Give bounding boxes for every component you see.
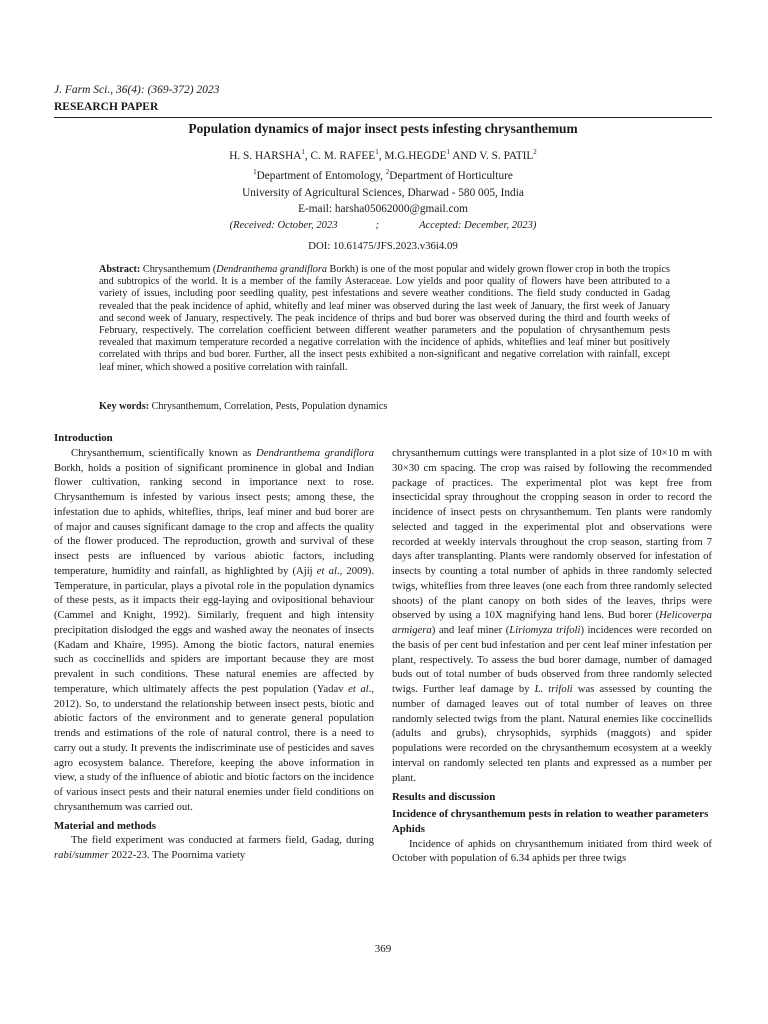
author-superscript: 1: [375, 148, 379, 157]
doi: DOI: 10.61475/JFS.2023.v36i4.09: [308, 240, 458, 252]
body-text: chrysanthemum cuttings were transplanted in a plot size of 10×10 m with 30×30 cm spacing. The crop was raised by following the recommended package of practices. The experimental plot was kept free from insecticidal spray throughout the cropping season in order to record the incidence of insect pests on chrysanthemum. Ten plants were randomly selected and tagged in the experimental plot and observations were recorded at weekly intervals throughout the crop season, starting from 7 days after transplanting. Plants were randomly observed for infestation of insects by counting a total number of aphids in three randomly selected twigs, whiteflies from three leaves (one each from three randomly selected shoots) of the plant canopy on both sides of the leaves, thrips were observed by using a 10X magnifying hand lens. Bud borer (: [392, 447, 712, 622]
aphids-paragraph: Incidence of aphids on chrysanthemum initiated from third week of October with population of 6.34 aphids per three twigs: [392, 837, 712, 865]
author-superscript: 2: [533, 148, 537, 157]
page-number: 369: [374, 943, 392, 955]
keywords: [99, 401, 670, 412]
author-name: H. S. HARSHA: [229, 150, 302, 162]
species-name: Helicoverpa armigera: [392, 609, 712, 636]
methods-heading: Material and methods: [54, 819, 156, 832]
abstract-text: Borkh) is one of the most popular and widely grown flower crop in both the tropics and subtropics of the world. It is a member of the family Asteraceae. Low yields and poor quality of flowers have been attributed to a variety of issues, including poor seedling quality, pest infestations and severe weather conditions. The field study conducted in Gadag revealed that the peak incidence of aphid, whitefly and leaf miner was observed during the last week of January, the first week of January and second week of January, respectively. The peak incidence of thrips and bud borer was observed during the third and fourth weeks of February, respectively. The correlation coefficient between different weather parameters and the population of chrysanthemum pests revealed that maximum temperature recorded a negative correlation with the incidence of aphids, whiteflies and leaf miner but positively correlated with thrips and bud borer. Further, all the insect pests exhibited a non-significant and negative correlation with rainfall, except leaf miner, which showed a positive correlation with rainfall.: [99, 264, 670, 373]
right-column: [392, 446, 712, 866]
body-text: Chrysanthemum, scientifically known as: [71, 446, 256, 459]
season-name: rabi/summer: [54, 849, 109, 861]
abstract-species: Dendranthema grandiflora: [216, 264, 327, 275]
received-date: (Received: October, 2023: [229, 220, 338, 231]
keywords-label: Key words:: [99, 401, 150, 412]
author-superscript: 1: [446, 148, 450, 157]
body-text: The field experiment was conducted at farmers field, Gadag, during: [71, 834, 374, 847]
left-column: [54, 431, 374, 863]
author-name: AND V. S. PATIL: [450, 150, 534, 162]
introduction-paragraph: [54, 446, 374, 815]
abstract-text: Chrysanthemum (: [140, 264, 217, 275]
species-name: L. trifoli: [534, 683, 573, 695]
journal-citation: J. Farm Sci., 36(4): (369-372) 2023: [54, 84, 220, 96]
methods-paragraph-continued: [392, 446, 712, 785]
received-accepted-dates: [54, 220, 712, 231]
species-name: Dendranthema grandiflora: [255, 446, 375, 459]
et-al: et al: [316, 564, 337, 577]
affiliation-superscript: 2: [385, 168, 390, 177]
body-text: was assessed by counting the number of damaged leaves out of total number of leaves on three randomly selected twigs from the plant. Natural enemies like coccinellids (adults and grubs), chrysophids, syrphids (maggots) and spider populations were recorded on the chrysanthemum ecosystem at a weekly interval on randomly selected ten plants and expressed as a number per plant.: [392, 683, 713, 784]
header-rule: [54, 117, 712, 118]
body-text: ., 2009). Temperature, in particular, plays a pivotal role in the population dynamics of these pests, as it impacts their egg-laying and ovipositional behaviour (Cammel and Knight, 1992). Similarly, frequent and high intensity precipitation dislodged the eggs and washed away the neonates of insects (Kadam and Khaire, 1995). Among the biotic factors, natural enemies such as coccinellids and spiders are important because they are most prevalent in such conditions. These natural enemies are affected by temperature, which ultimately affects the pest population (Yadav: [54, 564, 375, 695]
department-horticulture: Department of Horticulture: [389, 170, 513, 182]
author-list: [54, 150, 712, 162]
aphids-heading: Aphids: [392, 822, 426, 835]
introduction-heading: Introduction: [54, 432, 113, 444]
et-al: et al: [348, 682, 369, 695]
keywords-text: Chrysanthemum, Correlation, Pests, Population dynamics: [149, 401, 388, 412]
affiliation-departments: [54, 170, 712, 182]
author-superscript: 1: [301, 148, 305, 157]
author-name: , M.G.HEGDE: [378, 150, 447, 162]
affiliation-superscript: 1: [253, 168, 257, 177]
date-separator: ;: [375, 220, 380, 231]
body-text: 2022-23. The Poornima variety: [108, 849, 246, 861]
affiliation-university: University of Agricultural Sciences, Dharwad - 580 005, India: [242, 187, 524, 199]
abstract-label: Abstract:: [99, 264, 141, 275]
body-text: Borkh, holds a position of significant prominence in global and Indian flower cultivation, ranking second in importance next to rose. Chrysanthemum is infested by various insect pests; among these, the infestation due to aphids, whiteflies, thrips, leaf miner and bud borer are of major and causes significant damage to the crop and affects the quality of the flower produced. The reproduction, growth and survival of these insect pests are influenced by various abiotic factors, including temperature, humidity and rainfall, as highlighted by (Ajij: [54, 461, 374, 577]
body-text: ) and leaf miner (: [431, 624, 510, 636]
abstract: [99, 264, 670, 374]
body-text: ) incidences were recorded on the basis of per cent bud infestation and per cent leaf miner infestation per plant, respectively. To assess the bud borer damage, number of damaged buds out of total number of buds observed from three randomly selected twigs. Further leaf damage by: [392, 624, 713, 695]
results-heading: Results and discussion: [392, 791, 496, 804]
methods-paragraph: [54, 833, 374, 863]
body-text: ., 2012). So, to understand the relationship between insect pests, biotic and abiotic factors of the environment and to generate general population trends and estimations of the role of natural control, there is a need to carry out a study. It prevents the indiscriminate use of pesticides and saves agro ecosystem balance. Therefore, keeping the above information in view, a study of the influence of abiotic and biotic factors on the incidence of various insect pests and their natural enemies under field conditions on chrysanthemum was carried out.: [54, 682, 374, 813]
species-name: Liriomyza trifoli: [509, 624, 581, 636]
author-email: E-mail: harsha05062000@gmail.com: [298, 203, 468, 215]
paper-title: Population dynamics of major insect pests infesting chrysanthemum: [188, 121, 578, 136]
accepted-date: Accepted: December, 2023): [419, 220, 537, 231]
department-entomology: Department of Entomology,: [256, 170, 386, 182]
pest-incidence-subheading: Incidence of chrysanthemum pests in relation to weather parameters: [392, 808, 709, 820]
author-name: , C. M. RAFEE: [304, 150, 376, 162]
article-type: RESEARCH PAPER: [54, 101, 159, 113]
